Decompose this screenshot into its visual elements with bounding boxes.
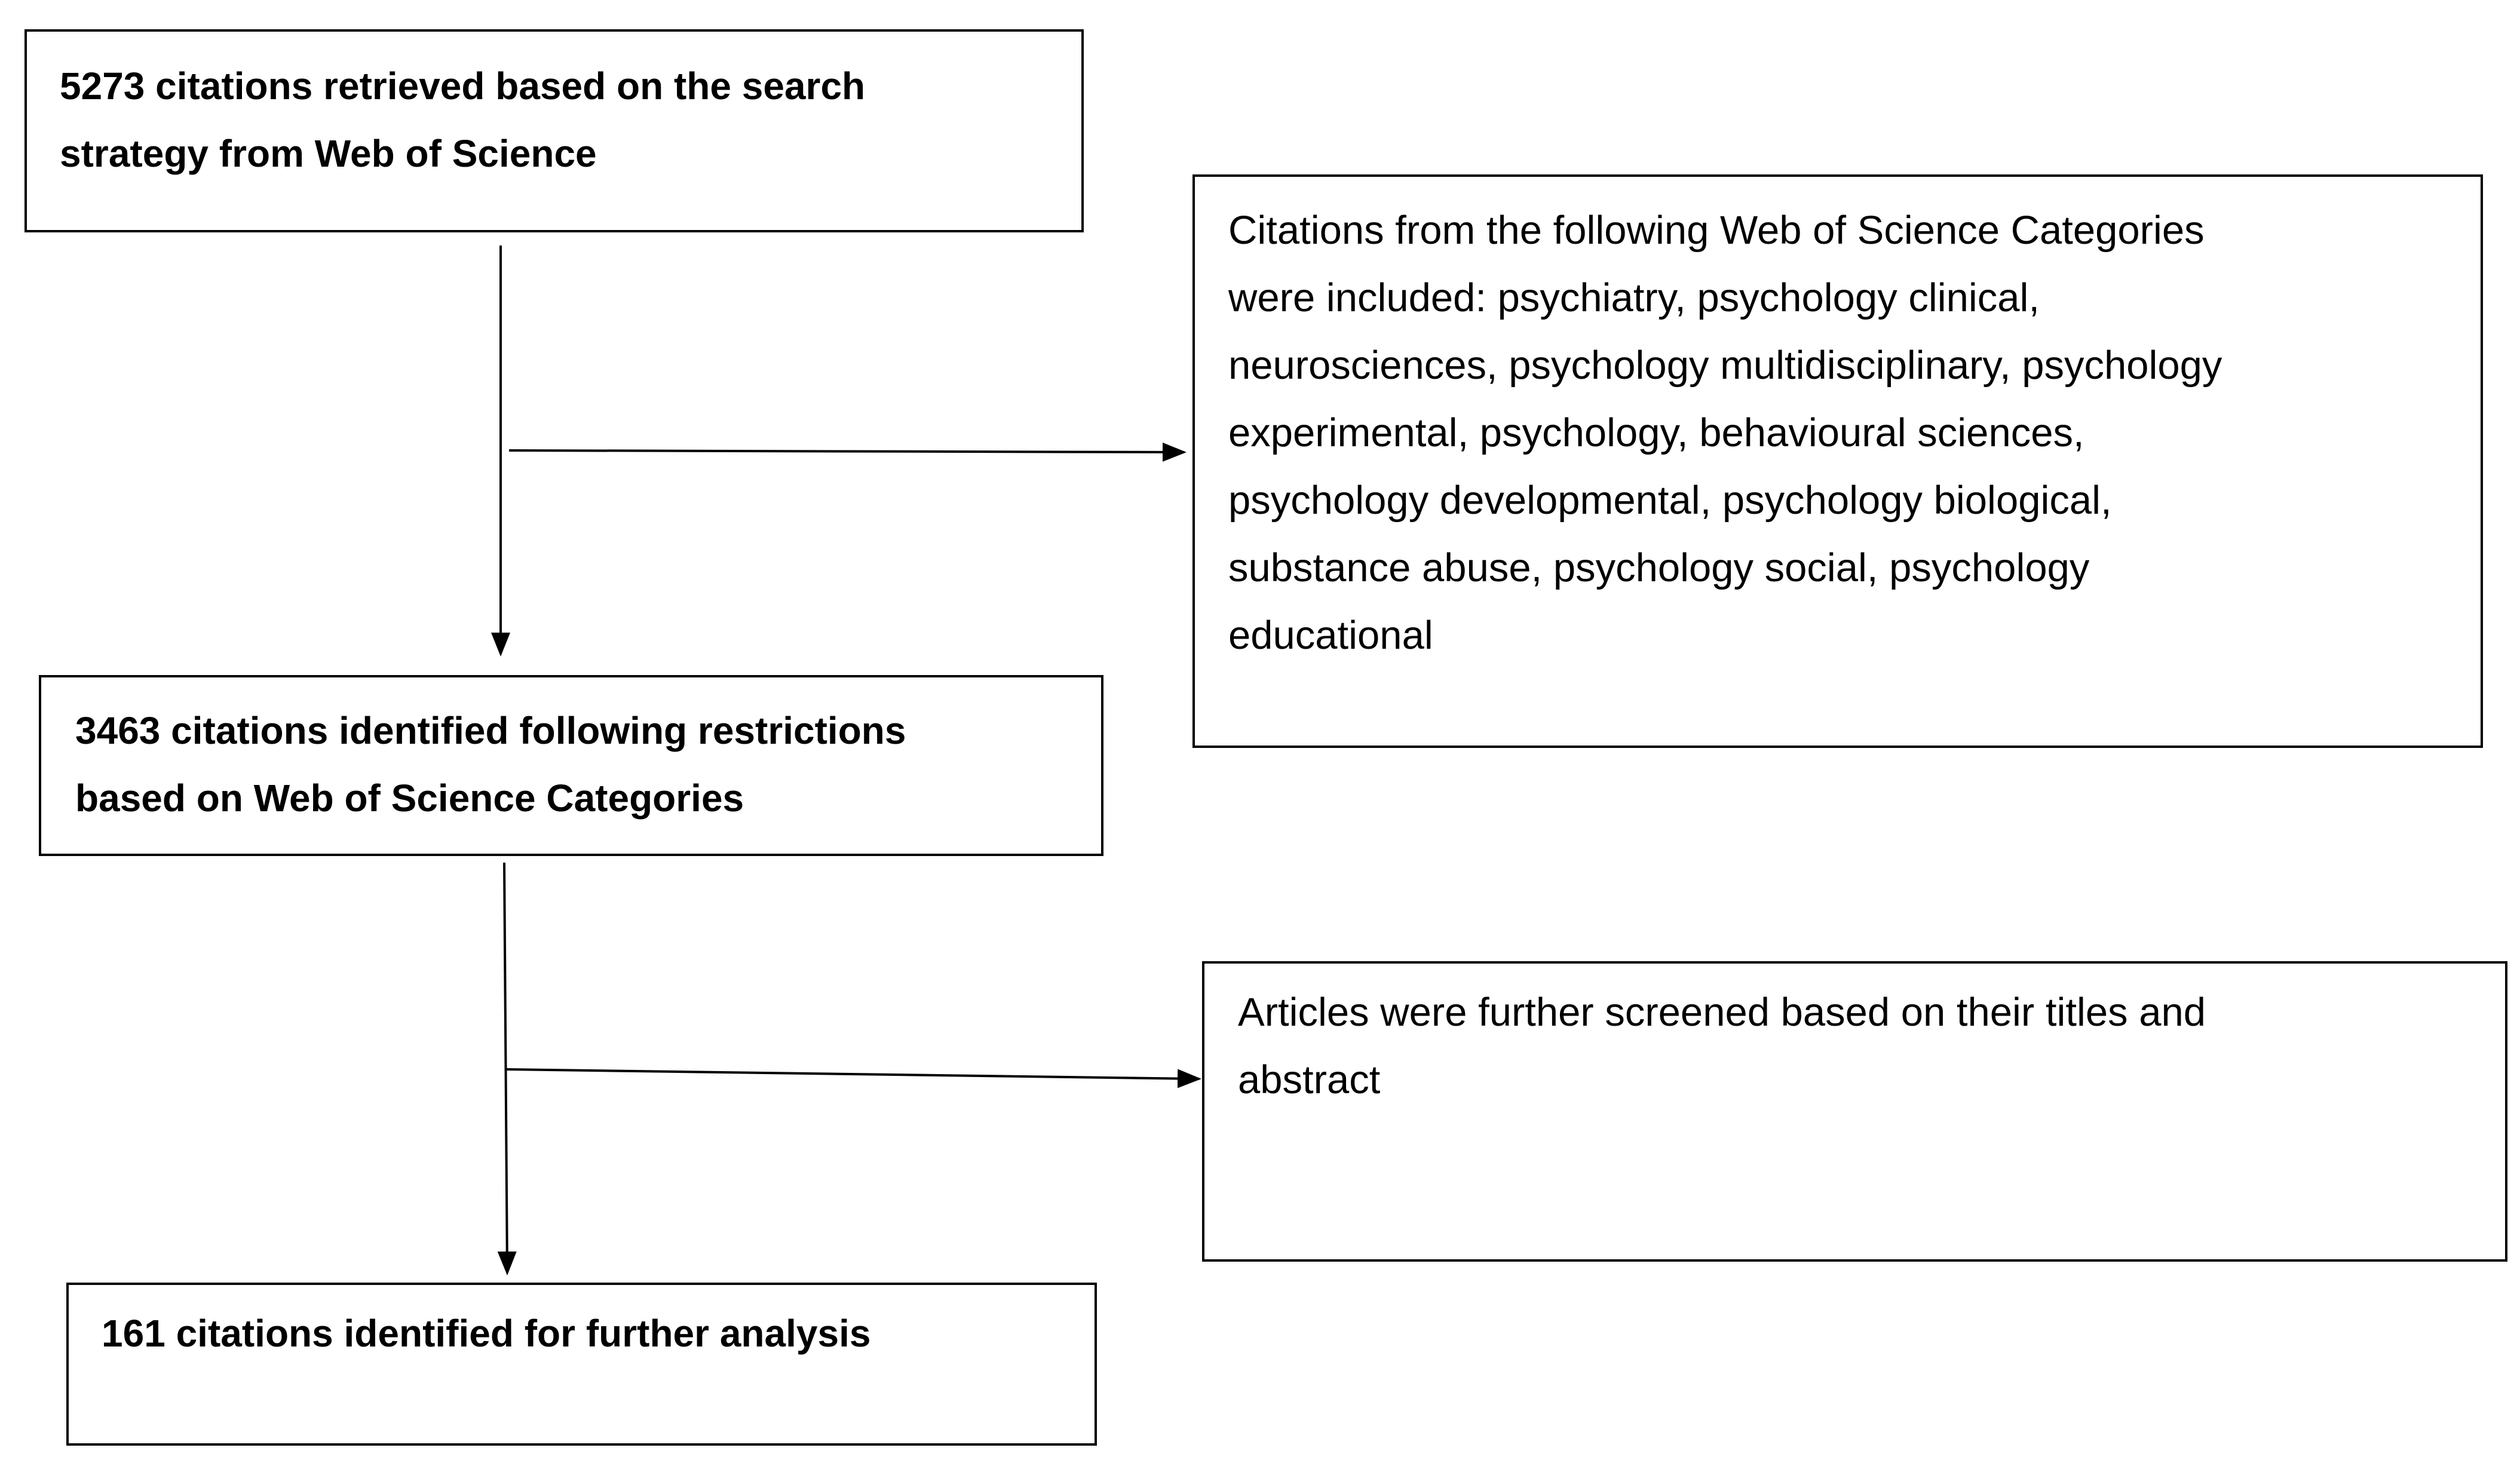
- box-text-line: based on Web of Science Categories: [75, 777, 744, 820]
- box-text-line: strategy from Web of Science: [60, 132, 597, 175]
- retrieved-box: [24, 29, 1084, 232]
- identified-box: [39, 675, 1103, 856]
- box-text-line: were included: psychiatry, psychology clinical,: [1228, 275, 2040, 320]
- arrow-right-1: [509, 450, 1184, 452]
- box-text-line: Citations from the following Web of Science Categories: [1228, 208, 2205, 253]
- screening-note-box: [1202, 961, 2507, 1262]
- box-text-line: psychology developmental, psychology biological,: [1228, 478, 2112, 523]
- arrow-down-2: [504, 863, 507, 1273]
- box-text-line: substance abuse, psychology social, psychology: [1228, 545, 2090, 590]
- box-text-line: 161 citations identified for further analysis: [102, 1312, 871, 1355]
- box-text-line: 5273 citations retrieved based on the search: [60, 65, 866, 108]
- box-text-line: 3463 citations identified following restrictions: [75, 709, 906, 752]
- box-text-line: experimental, psychology, behavioural sciences,: [1228, 410, 2084, 455]
- categories-note-box: [1192, 174, 2483, 748]
- box-text-line: neurosciences, psychology multidisciplinary, psychology: [1228, 343, 2222, 388]
- box-text-line: abstract: [1238, 1057, 1381, 1102]
- box-text-line: educational: [1228, 613, 1433, 658]
- arrow-right-2: [505, 1069, 1199, 1079]
- final-box: [66, 1283, 1097, 1446]
- box-text-line: Articles were further screened based on their titles and: [1238, 990, 2206, 1035]
